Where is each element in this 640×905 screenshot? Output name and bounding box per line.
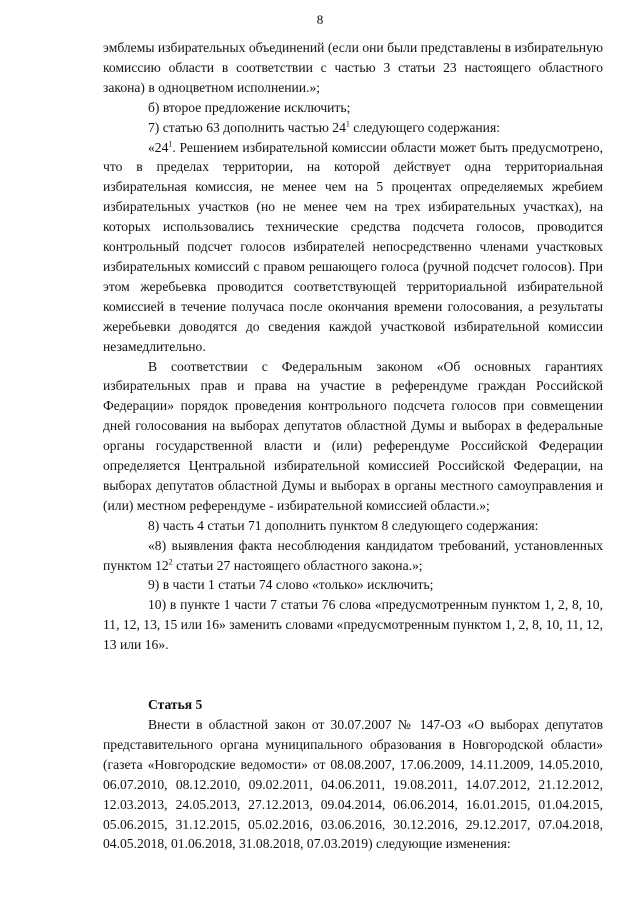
paragraph-article-5: Внести в областной закон от 30.07.2007 № 147-ОЗ «О выборах депутатов представительного органа муниципального образования в Новгородской области» (газета «Новгородские ведомости» от 08.08.2007, 17.06.2009, 14.11.2009, 14.05.2010, 06.07.2010, 08.12.2010, 09.02.2011, 04.06.2011, 19.08.2011, 14.07.2012, 21.12.2012, 12.03.2013, 24.05.2013, 27.12.2013, 09.04.2014, 06.06.2014, 16.01.2015, 01.04.2015, 05.06.2015, 31.12.2015, 05.02.2016, 03.06.2016, 30.12.2016, 29.12.2017, 07.04.2018, 04.05.2018, 01.06.2018, 31.08.2018, 07.03.2019) следующие изменения: — [103, 717, 603, 852]
paragraph-federal-law: В соответствии с Федеральным законом «Об основных гарантиях избирательных прав и права на участие в референдуме граждан Российской Федерации» порядок проведения контрольного подсчета голосов при совмещении дней голосования на выборах депутатов областной Думы и выборах в федеральные органы государственной власти и (или) референдуме Российской Федерации определяется Центральной избирательной комиссией Российской Федерации, на выборах депутатов областной Думы и выборах в органы местного самоуправления и (или) местном референдуме - избирательной комиссией области.»; — [103, 358, 603, 513]
paragraph-part-24-1-lead: «24 — [148, 139, 169, 155]
superscript: 1 — [345, 119, 350, 129]
paragraph-item-7 — [103, 118, 603, 138]
paragraph-point-8 — [103, 536, 603, 576]
paragraph-part-24-1-text: . Решением избирательной комиссии области может быть предусмотрено, что в пределах территории, на которой действует одна территориальная избирательная комиссия, не менее чем на 5 процентах определяемых жребием избирательных участков (но не менее чем на трех избирательных участках), на которых использовались технические средства подсчета голосов, проводится контрольный подсчет голосов избирателей непосредственно членами участковых избирательных комиссий с правом решающего голоса (ручной подсчет голосов). При этом жеребьевка проводится соответствующей территориальной избирательной комиссией в течение получаса после окончания времени голосования, а результаты жеребьевки доводятся до сведения каждой участковой избирательной комиссии незамедлительно. — [103, 139, 603, 354]
paragraph-item-b: б) второе предложение исключить; — [148, 99, 351, 115]
paragraph-item-9: 9) в части 1 статьи 74 слово «только» исключить; — [148, 577, 434, 593]
paragraph-part-24-1 — [103, 138, 603, 357]
paragraph-point-8-text: «8) выявления факта несоблюдения кандидатом требований, установленных пунктом 12 — [103, 537, 603, 573]
document-body — [103, 38, 603, 854]
page-number: 8 — [316, 12, 324, 27]
paragraph-continuation: эмблемы избирательных объединений (если они были представлены в избирательную комиссию области в соответствии с частью 3 статьи 23 настоящего областного закона) в одноцветном исполнении.»; — [103, 40, 603, 95]
paragraph-item-7-text: 7) статью 63 дополнить частью 24 — [148, 119, 346, 135]
paragraph-item-7-tail: следующего содержания: — [349, 119, 500, 135]
article-heading: Статья 5 — [148, 697, 203, 713]
superscript: 1 — [168, 139, 173, 148]
paragraph-point-8-tail: статьи 27 настоящего областного закона.»; — [172, 557, 423, 573]
paragraph-item-8: 8) часть 4 статьи 71 дополнить пунктом 8 следующего содержания: — [148, 517, 539, 533]
superscript: 2 — [168, 557, 173, 567]
paragraph-item-10: 10) в пункте 1 части 7 статьи 76 слова «предусмотренным пунктом 1, 2, 8, 10, 11, 12, 13, 15 или 16» заменить словами «предусмотренным пунктом 1, 2, 8, 10, 11, 12, 13 или 16». — [103, 597, 603, 653]
